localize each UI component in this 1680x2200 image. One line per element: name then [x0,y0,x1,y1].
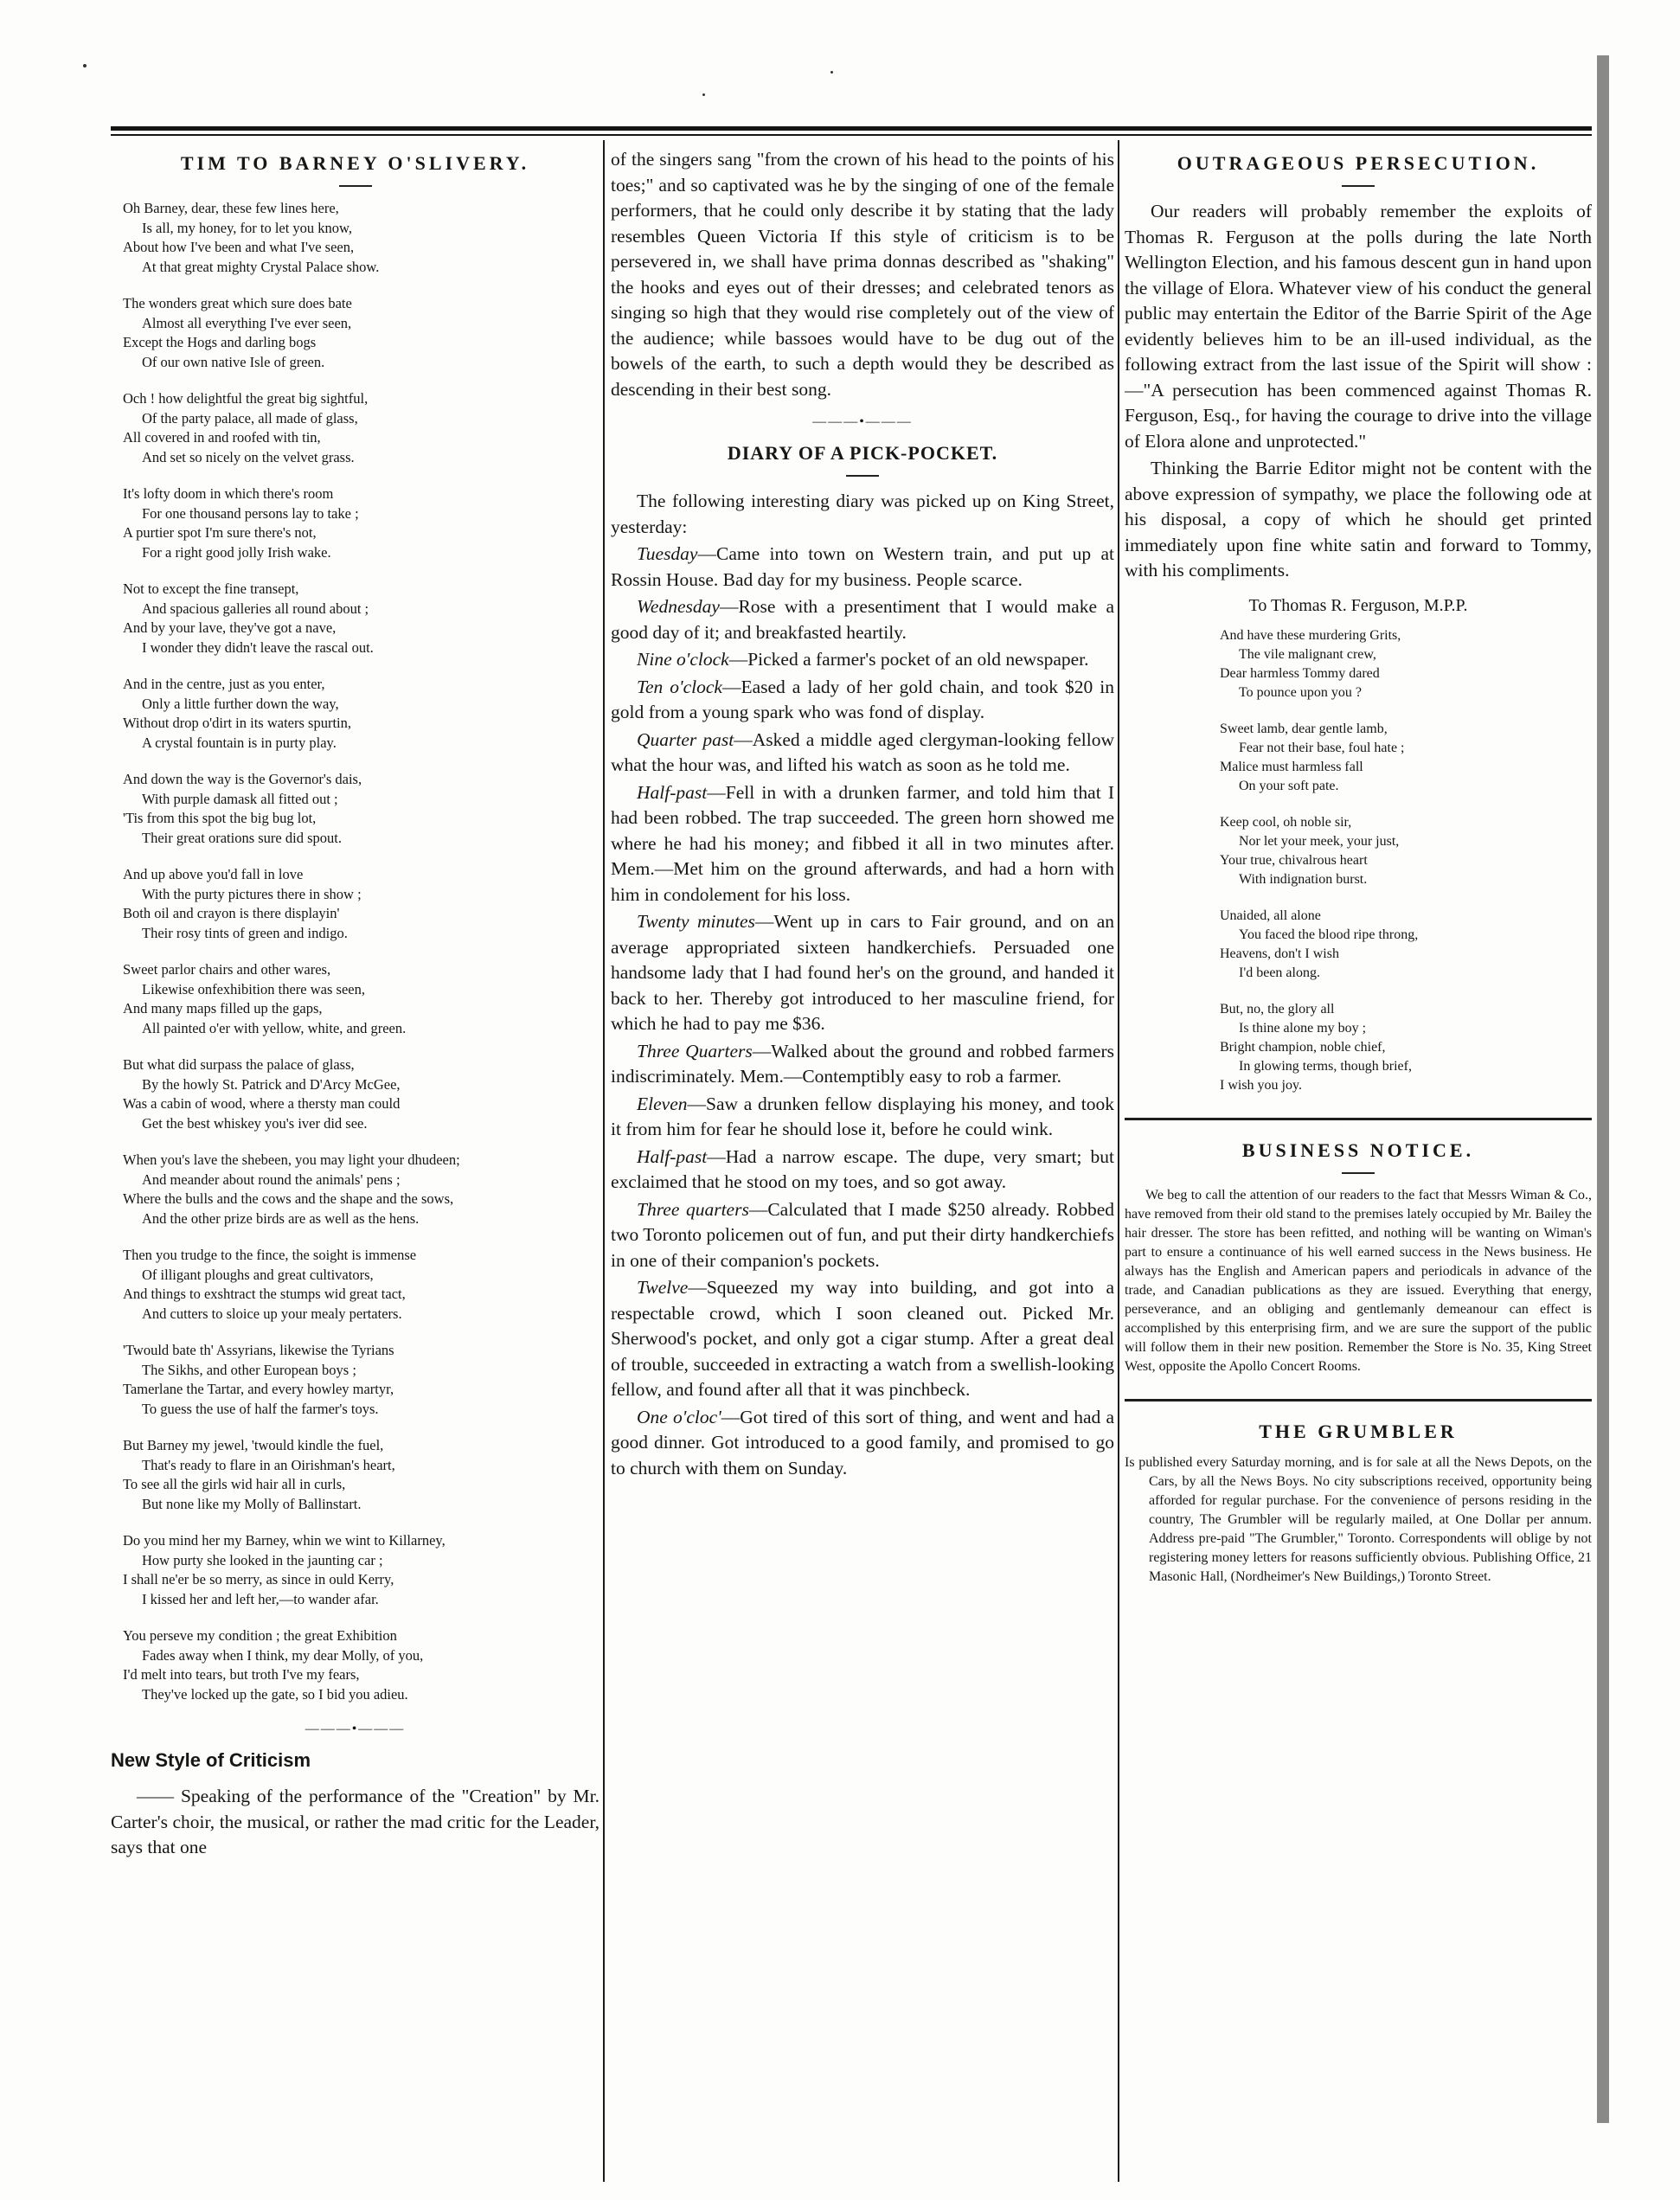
poem-stanza [123,389,600,467]
ode-stanza [1220,626,1592,702]
poem-line: Their rosy tints of green and indigo. [142,924,348,941]
poem-line: I wonder they didn't leave the rascal out. [142,638,374,656]
ode-line: Unaided, all alone [1220,908,1321,923]
poem-stanza [123,199,600,277]
poem-line: 'Twould bate th' Assyrians, likewise the Tyrians [123,1342,394,1358]
ode-line: Keep cool, oh noble sir, [1220,814,1352,830]
diary-entry-text: —Saw a drunken fellow displaying his money, and took it from him for fear he should lose it, before he could wink. [611,1093,1114,1139]
poem-line: Sweet parlor chairs and other wares, [123,961,331,978]
poem-title: TIM TO BARNEY O'SLIVERY. [180,152,530,174]
poem-line: Of our own native Isle of green. [142,353,325,370]
title-rule [846,475,879,477]
column-3 [1125,147,1592,2176]
poem-stanza [123,770,600,848]
poem-stanza [123,1151,600,1228]
poem-line: Their great orations sure did spout. [142,829,342,846]
ode-line: I wish you joy. [1220,1077,1302,1093]
diary-entry [611,1145,1114,1196]
ode-line: With indignation burst. [1239,871,1368,887]
section-divider: ———•——— [305,1722,406,1736]
poem-line: Only a little further down the way, [142,695,339,712]
poem-stanza [123,1246,600,1324]
poem-line: And things to exshtract the stumps wid great tact, [123,1286,406,1302]
criticism-text [111,1784,600,1861]
poem-line: With purple damask all fitted out ; [142,790,338,807]
diary-entry-text: —Calculated that I made $250 already. Robbed two Toronto policemen out of fun, and put their dirty handkerchiefs in one of their companion's pockets. [611,1198,1114,1271]
diary-entry-time: Twelve [637,1277,689,1298]
diary-body [611,489,1114,1481]
criticism-continued [611,147,1114,402]
persecution-body [1125,199,1592,584]
poem-line: When you's lave the shebeen, you may light your dhudeen; [123,1151,460,1168]
diary-title: DIARY OF A PICK-POCKET. [727,442,998,464]
scan-speck [830,71,833,74]
diary-entry-time: Twenty minutes [637,911,755,932]
poem-line: Of the party palace, all made of glass, [142,409,358,427]
ode-line: Bright champion, noble chief, [1220,1039,1386,1055]
poem-line: Oh Barney, dear, these few lines here, [123,200,339,216]
column-2 [611,147,1114,2176]
diary-entry [611,647,1114,673]
diary-entry-time: Half-past [637,1145,708,1167]
persecution-title: OUTRAGEOUS PERSECUTION. [1177,152,1540,174]
title-rule [1342,1172,1375,1174]
poem-line: All covered in and roofed with tin, [123,429,321,446]
ode-title: To Thomas R. Ferguson, M.P.P. [1248,595,1468,615]
poem-line: You perseve my condition ; the great Exhibition [123,1627,397,1644]
ode-line: Malice must harmless fall [1220,759,1363,774]
poem-line: Likewise onfexhibition there was seen, [142,980,365,997]
poem-line: With the purty pictures there in show ; [142,885,362,902]
masthead-rule-thin [111,134,1592,136]
diary-entry-text: —Squeezed my way into building, and got into a respectable crowd, which I soon cleaned out. Picked Mr. Sherwood's pocket, and only got a cigar stump. After a great deal of trouble, succeeded in extracting a watch from a swellish-looking fellow, and found after all that it was pinchbeck. [611,1277,1114,1400]
poem-line: The Sikhs, and other European boys ; [142,1361,356,1378]
poem-stanza [123,1341,600,1419]
diary-entry-time: Eleven [637,1093,688,1114]
poem-line: To see all the girls wid hair all in curls, [123,1476,346,1492]
poem-line: 'Tis from this spot the big bug lot, [123,810,317,826]
diary-entry-time: Half-past [637,781,708,803]
ode-stanza [1220,1000,1592,1095]
poem-stanza [123,675,600,753]
poem-stanza [123,865,600,943]
masthead-rule [111,126,1592,131]
poem-stanza [123,1531,600,1609]
ode-stanza [1220,813,1592,889]
persecution-paragraph-1: Our readers will probably remember the exploits of Thomas R. Ferguson at the polls during the late North Wellington Election, and his famous descent gun in hand upon the village of Elora. Whatever view of his conduct the general public may entertain the Editor of the Barrie Spirit of the Age evidently believes him to be an ill-used individual, as the following extract from the last issue of the Spirit will show :—"A persecution has been commenced against Thomas R. Ferguson, Esq., for having the courage to drive into the village of Elora alone and unprotected." [1125,201,1592,452]
section-rule [1125,1399,1592,1401]
poem-line: Then you trudge to the fince, the soight is immense [123,1247,417,1263]
poem-line: And down the way is the Governor's dais, [123,771,362,787]
poem-line: Except the Hogs and darling bogs [123,334,317,350]
diary-entry-text: —Walked about the ground and robbed farmers indiscriminately. Mem.—Contemptibly easy to rob a farmer. [611,1040,1114,1087]
poem-line: That's ready to flare in an Oirishman's heart, [142,1456,395,1473]
poem-line: And up above you'd fall in love [123,866,304,882]
poem-line: Both oil and crayon is there displayin' [123,905,340,921]
diary-entry [611,542,1114,593]
diary-entry-text: —Rose with a presentiment that I would make a good day of it; and breakfasted heartily. [611,596,1114,643]
criticism-paragraph: —— Speaking of the performance of the "Creation" by Mr. Carter's choir, the musical, or rather the mad critic for the Leader, says that one [111,1786,600,1857]
diary-entry [611,728,1114,779]
poem-stanza [123,1055,600,1133]
ode-line: Sweet lamb, dear gentle lamb, [1220,721,1388,736]
ode-line: In glowing terms, though brief, [1239,1058,1412,1074]
grumbler-title: THE GRUMBLER [1259,1420,1458,1442]
poem-line: Was a cabin of wood, where a thersty man could [123,1095,401,1112]
poem-line: By the howly St. Patrick and D'Arcy McGee, [142,1075,401,1093]
diary-entry-time: Nine o'clock [637,649,729,670]
section-divider: ———•——— [812,414,913,429]
ode-line: But, no, the glory all [1220,1001,1335,1017]
poem-line: I kissed her and left her,—to wander afar. [142,1590,379,1607]
diary-entry-time: Wednesday [637,596,720,617]
poem-line: Almost all everything I've ever seen, [142,314,352,331]
business-title: BUSINESS NOTICE. [1241,1138,1475,1161]
column-rule [1118,140,1119,2182]
ode-line: Is thine alone my boy ; [1239,1020,1367,1036]
poem-line: And cutters to sloice up your mealy pertaters. [142,1305,402,1322]
title-rule [339,185,372,187]
poem-stanza [123,484,600,562]
ode-line: Fear not their base, foul hate ; [1239,740,1405,755]
poem-stanza [123,580,600,657]
diary-entry-text: —Picked a farmer's pocket of an old newspaper. [728,649,1089,670]
page-edge-scan [1597,55,1609,2123]
column-1 [111,147,600,2176]
poem-line: For a right good jolly Irish wake. [142,543,331,561]
grumbler-text: Is published every Saturday morning, and is for sale at all the News Depots, on the Cars, by all the News Boys. No city subscriptions received, opportunity being afforded for regular purchase. For the convenience of persons residing in the country, The Grumbler will be regularly mailed, at One Dollar per annum. Address pre-paid "The Grumbler," Toronto. Correspondents will oblige by not registering money letters for reasons sufficiently obvious. Publishing Office, 21 Masonic Hall, (Nordheimer's New Buildings,) Toronto Street. [1125,1454,1592,1584]
diary-entry [611,1092,1114,1143]
ode-stanza [1220,907,1592,983]
criticism-continued-text: of the singers sang "from the crown of his head to the points of his toes;" and so captivated was he by the singing of one of the female performers, that he could only describe it by stating that the lady resembles Queen Victoria If this style of criticism is to be persevered in, we shall have prima donnas described as "shaking" the hooks and eyes out of their dresses; and celebrated tenors as singing so high that they would rise completely out of the view of the audience; while bassoes would have to be dug out of the bowels of the earth, to such a depth would they be described as descending in their best song. [611,149,1114,400]
poem-line: And by your lave, they've got a nave, [123,619,337,636]
poem-line: Is all, my honey, for to let you know, [142,219,353,236]
poem-line: All painted o'er with yellow, white, and green. [142,1019,407,1036]
ode-stanza [1220,720,1592,796]
poem-line: And many maps filled up the gaps, [123,1000,323,1017]
diary-entry-text: —Asked a middle aged clergyman-looking fellow what the hour was, and lifted his watch as soon as he told me. [611,728,1114,775]
diary-entry [611,909,1114,1037]
title-rule [1342,185,1375,187]
poem-line: Och ! how delightful the great big sightful, [123,390,369,407]
poem-line: At that great mighty Crystal Palace show. [142,258,380,275]
diary-entry-time: One o'cloc' [637,1406,721,1427]
ode-line: Your true, chivalrous heart [1220,852,1368,868]
persecution-paragraph-2: Thinking the Barrie Editor might not be content with the above expression of sympathy, we place the following ode at his disposal, a copy of which he should get printed immediately upon fine white satin and forward to Tommy, with his compliments. [1125,458,1592,580]
business-notice [1125,1186,1592,1376]
criticism-title: New Style of Criticism [111,1749,311,1771]
diary-entry-time: Three Quarters [637,1040,753,1062]
ode-line: Heavens, don't I wish [1220,946,1339,961]
poem-line: And spacious galleries all round about ; [142,600,369,617]
diary-entry [611,1275,1114,1403]
diary-entry-time: Ten o'clock [637,676,722,697]
diary-entry [611,594,1114,645]
section-rule [1125,1118,1592,1120]
ode-line: Dear harmless Tommy dared [1220,665,1380,681]
poem-line: Not to except the fine transept, [123,580,299,597]
diary-entry [611,1197,1114,1274]
poem-stanza [123,1436,600,1514]
poem-line: I shall ne'er be so merry, as since in ould Kerry, [123,1571,394,1587]
diary-entry-text: —Eased a lady of her gold chain, and took $20 in gold from a young spark who was fond of display. [611,676,1114,722]
poem-line: And set so nicely on the velvet grass. [142,448,355,465]
diary-entry-text: —Fell in with a drunken farmer, and told him that I had been robbed. The trap succeeded. The green horn showed me where he had his money; and fibbed it all in two minutes after. Mem.—Met him on the ground afterwards, and had a horn with him in condolement for his loss. [611,781,1114,905]
poem-line: Tamerlane the Tartar, and every howley martyr, [123,1381,394,1397]
diary-entry-time: Three quarters [637,1198,749,1220]
poem-line: Fades away when I think, my dear Molly, of you, [142,1646,424,1664]
poem-line: And meander about round the animals' pens ; [142,1171,401,1188]
poem-line: A purtier spot I'm sure there's not, [123,524,317,541]
diary-entry [611,1405,1114,1482]
grumbler-notice [1125,1453,1592,1587]
poem-line: They've locked up the gate, so I bid you adieu. [142,1685,408,1703]
poem-line: I'd melt into tears, but troth I've my fears, [123,1666,360,1683]
poem-line: The wonders great which sure does bate [123,295,352,311]
poem-line: But Barney my jewel, 'twould kindle the fuel, [123,1437,384,1453]
ode-line: And have these murdering Grits, [1220,627,1401,643]
ode-line: On your soft pate. [1239,778,1339,793]
poem-line: For one thousand persons lay to take ; [142,504,359,522]
diary-entry-text: —Went up in cars to Fair ground, and on an average appropriated sixteen handkerchiefs. Persuaded one handsome lady that I had found her's on the ground, and handed it back to her. Thereby got introduced to her masculine friend, for which he had to pay me $36. [611,911,1114,1034]
poem-line: Where the bulls and the cows and the shape and the sows, [123,1190,454,1207]
scan-speck [702,93,705,96]
scan-speck [83,64,87,67]
diary-entry-time: Quarter past [637,728,734,750]
poem-line: About how I've been and what I've seen, [123,239,355,255]
poem-line: How purty she looked in the jaunting car ; [142,1551,383,1568]
column-rule [603,140,605,2182]
diary-entry [611,675,1114,726]
diary-entry-text: —Came into town on Western train, and put up at Rossin House. Bad day for my business. People scarce. [611,543,1114,590]
diary-entry [611,1039,1114,1090]
poem-line: But what did surpass the palace of glass, [123,1056,355,1073]
diary-entry-text: —Got tired of this sort of thing, and went and had a good dinner. Got introduced to a good family, and promised to go to church with them on Sunday. [611,1406,1114,1478]
poem-line: Of illigant ploughs and great cultivators, [142,1266,374,1283]
poem-line: But none like my Molly of Ballinstart. [142,1495,362,1512]
poem-line: To guess the use of half the farmer's toys. [142,1400,379,1417]
diary-entry-time: Tuesday [637,543,698,564]
diary-entry [611,780,1114,908]
poem [111,199,600,1704]
poem-line: Do you mind her my Barney, whin we wint to Killarney, [123,1532,446,1549]
business-text: We beg to call the attention of our readers to the fact that Messrs Wiman & Co., have removed from their old stand to the premises lately occupied by Mr. Bailey the hair dresser. The store has been refitted, and nothing will be wanting on Wiman's part to ensure a continuance of his well earned success in the News business. He always has the English and American papers and periodicals in advance of the trade, and Canadian publications as they are issued. Everything that energy, perseverance, and an obliging and gentlemanly demeanour can effect is accomplished by this enterprising firm, and we are sure the support of the public will follow them in their new position. Remember the Store is No. 35, King Street West, opposite the Apollo Concert Rooms. [1125,1187,1592,1374]
poem-line: And in the centre, just as you enter, [123,676,325,692]
ode-line: You faced the blood ripe throng, [1239,927,1419,942]
ode [1125,626,1592,1095]
ode-line: The vile malignant crew, [1239,646,1376,662]
diary-intro: The following interesting diary was picked up on King Street, yesterday: [611,491,1114,537]
ode-line: To pounce upon you ? [1239,684,1362,700]
poem-line: Without drop o'dirt in its waters spurtin, [123,715,351,731]
poem-stanza [123,1626,600,1704]
diary-entry-text: —Had a narrow escape. The dupe, very smart; but exclaimed that he stood on my toes, and so got away. [611,1145,1114,1192]
poem-line: Get the best whiskey you's iver did see. [142,1114,368,1132]
poem-line: A crystal fountain is in purty play. [142,734,337,751]
poem-stanza [123,960,600,1038]
ode-line: I'd been along. [1239,965,1320,980]
poem-line: It's lofty doom in which there's room [123,485,334,502]
poem-stanza [123,294,600,372]
poem-line: And the other prize birds are as well as the hens. [142,1209,420,1227]
ode-line: Nor let your meek, your just, [1239,833,1400,849]
